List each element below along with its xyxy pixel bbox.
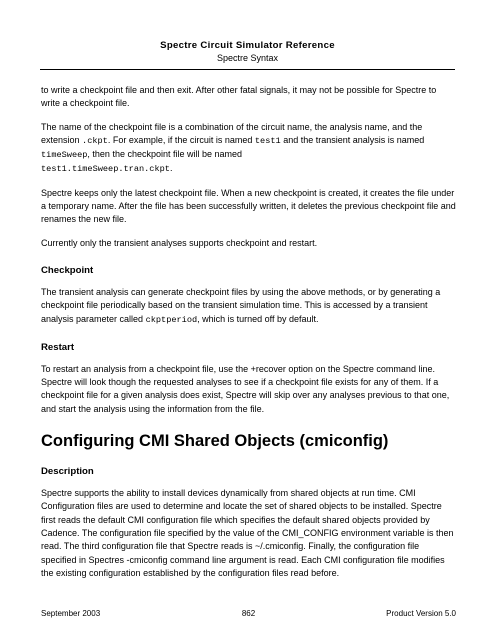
page-content — [41, 84, 456, 590]
heading-restart: Restart — [41, 341, 75, 353]
code-ckptperiod: ckptperiod — [145, 314, 198, 325]
paragraph-latest-checkpoint: Spectre keeps only the latest checkpoint file. When a new checkpoint is created, it creates the file under a temporary name. After the file has been successfully written, it deletes the previous checkpoint file and renames the new file. — [41, 187, 456, 225]
paragraph-checkpoint-name: The name of the checkpoint file is a combination of the circuit name, the analysis name, and the extension .ckpt. For example, if the circuit is named test1 and the transient analysis is named timeSweep, then the checkpoint file will be named test1.timeSweep.tran.ckpt. — [41, 121, 425, 175]
paragraph-cmi-description: Spectre supports the ability to install devices dynamically from shared objects at run time. CMI Configuration files are used to determine and locate the set of shared objects to be installed. Spectre first reads the default CMI configuration file which specifies the default shared objects provided by Cadence. The configuration file specified by the value of the CMI_CONFIG environment variable is then read. The third configuration file that Spectre reads is ~/.cmiconfig. Finally, the configuration file specified in Spectres -cmiconfig command line argument is read. Each CMI configuration file modifies the existing configuration established by the configuration files read before. — [41, 488, 454, 578]
footer-date: September 2003 — [41, 609, 101, 618]
paragraph-restart: To restart an analysis from a checkpoint file, use the +recover option on the Spectre command line. Spectre will look though the requested analyses to see if a checkpoint file exists for any of them. If a checkpoint file for a given analysis does exist, Spectre will skip over any analyses previous to that one, and start the analysis using the information from the file. — [41, 363, 450, 414]
code-timesweep: timeSweep — [41, 150, 88, 161]
running-header-title: Spectre Circuit Simulator Reference — [160, 40, 335, 51]
code-checkpoint-filename: test1.timeSweep.tran.ckpt — [41, 164, 170, 175]
heading-description: Description — [41, 466, 94, 478]
footer-version: Product Version 5.0 — [386, 609, 456, 618]
code-ckpt-extension: .ckpt — [82, 135, 108, 146]
header-rule — [40, 69, 455, 70]
paragraph-fatal-signals: to write a checkpoint file and then exit. After other fatal signals, it may not be possible for Spectre to write a checkpoint file. — [41, 85, 437, 109]
heading-checkpoint: Checkpoint — [41, 264, 94, 276]
running-header-subtitle: Spectre Syntax — [216, 53, 279, 63]
paragraph-transient-only: Currently only the transient analyses supports checkpoint and restart. — [41, 237, 318, 248]
section-title-cmiconfig: Configuring CMI Shared Objects (cmiconfig) — [41, 432, 389, 451]
paragraph-checkpoint-period: The transient analysis can generate checkpoint files by using the above methods, or by generating a checkpoint file periodically based on the transient simulation time. This is accessed by a transient analysis parameter called ckptperiod, which is turned off by default. — [41, 286, 441, 325]
code-test1: test1 — [254, 135, 281, 146]
footer-page-number: 862 — [241, 609, 256, 618]
